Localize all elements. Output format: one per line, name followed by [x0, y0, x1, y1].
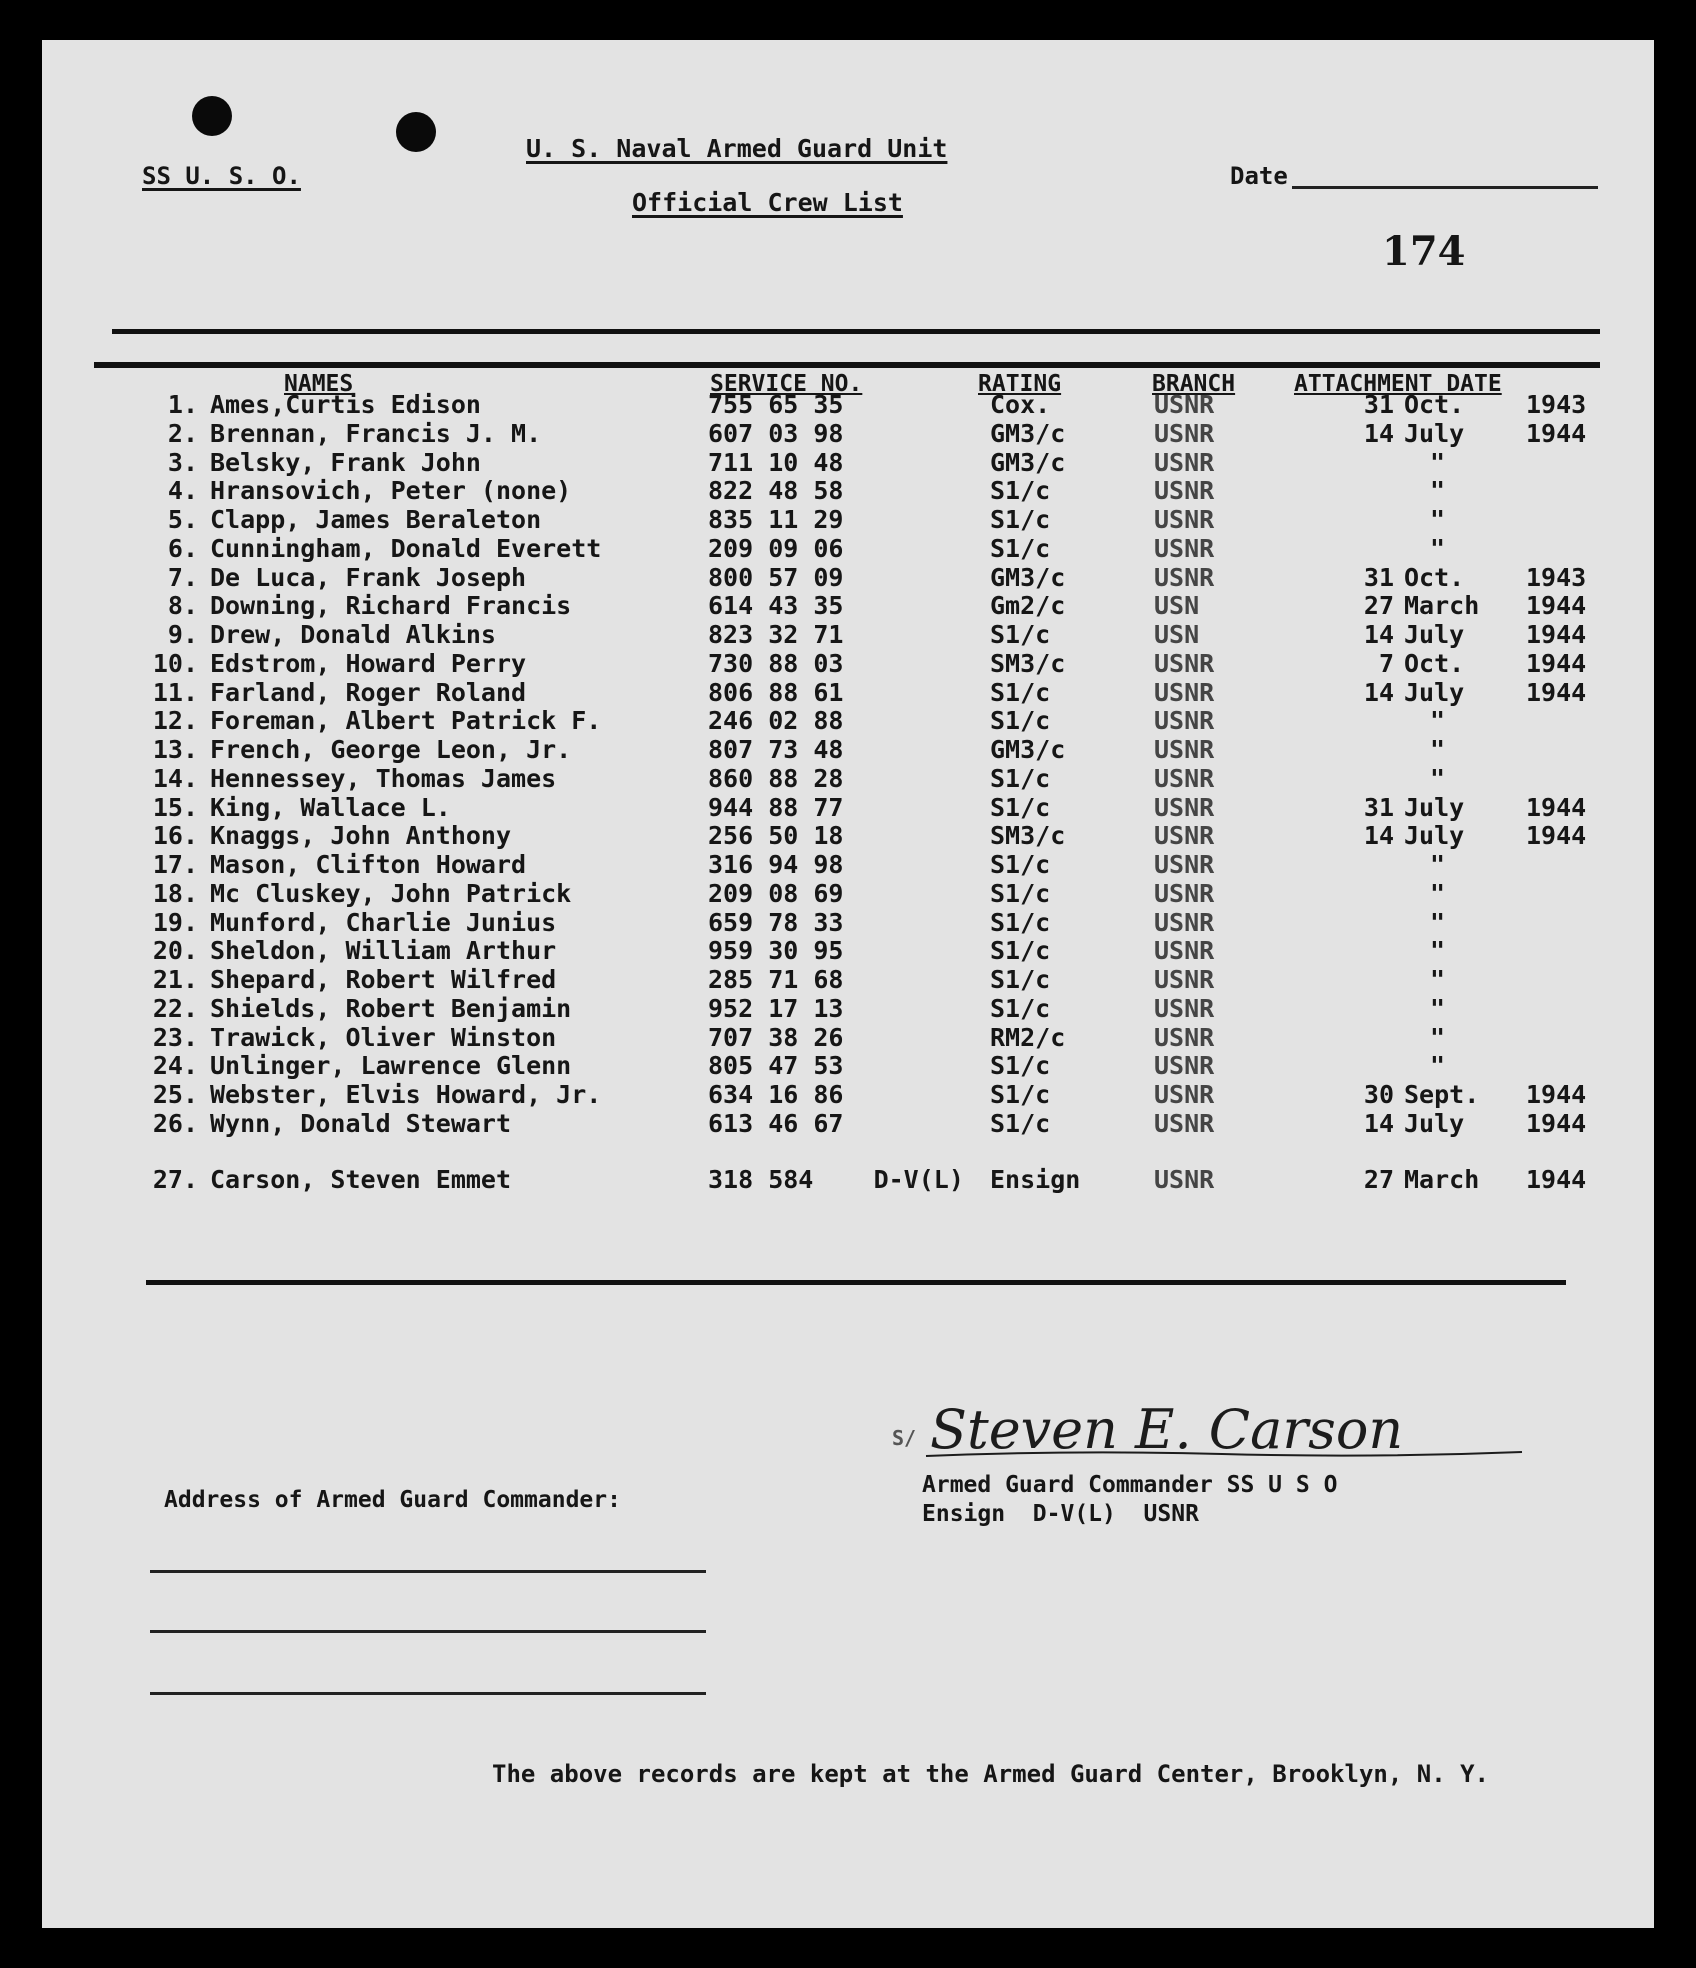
row-number: 10.: [152, 648, 198, 678]
attachment-month: March: [1404, 591, 1480, 621]
attachment-ditto: ": [1430, 850, 1446, 879]
address-line-1: [150, 1570, 706, 1573]
crew-name: Unlinger, Lawrence Glenn: [210, 1051, 572, 1081]
attachment-day: 30: [1363, 1080, 1394, 1109]
attachment-year: 1943: [1526, 562, 1587, 592]
crew-name: Clapp, James Beraleton: [210, 505, 542, 534]
row-number: 6.: [167, 533, 198, 563]
service-number: 614 43 35: [708, 591, 844, 621]
branch: USNR: [1154, 993, 1215, 1023]
attachment-ditto: ": [1430, 878, 1446, 908]
service-number: 755 65 35: [708, 390, 844, 419]
rating: Gm2/c: [990, 591, 1066, 621]
date-label: Date: [1230, 162, 1288, 190]
crew-name: Foreman, Albert Patrick F.: [210, 706, 602, 736]
crew-name: Ames,Curtis Edison: [210, 390, 481, 419]
crew-name: Mason, Clifton Howard: [210, 850, 527, 879]
service-number: 822 48 58: [708, 476, 844, 506]
crew-name: Cunningham, Donald Everett: [210, 533, 602, 563]
attachment-day: 31: [1363, 792, 1394, 822]
crew-name: Shepard, Robert Wilfred: [210, 965, 557, 994]
attachment-ditto: ": [1430, 907, 1446, 937]
crew-name: Drew, Donald Alkins: [210, 620, 496, 649]
branch: USNR: [1154, 1164, 1215, 1194]
table-top-rule: [112, 329, 1600, 334]
rating: GM3/c: [990, 562, 1066, 592]
attachment-month: July: [1404, 418, 1465, 448]
rating: S1/c: [990, 1080, 1051, 1109]
attachment-ditto: ": [1430, 706, 1446, 736]
branch: USNR: [1154, 907, 1215, 937]
row-number: 22.: [152, 993, 198, 1023]
attachment-ditto: ": [1430, 965, 1446, 994]
service-number: 944 88 77: [708, 792, 844, 822]
service-number: 806 88 61: [708, 677, 844, 707]
branch: USNR: [1154, 648, 1215, 678]
row-number: 3.: [167, 447, 198, 477]
crew-name: Hennessey, Thomas James: [210, 763, 557, 793]
service-number: 860 88 28: [708, 763, 844, 793]
attachment-day: 14: [1363, 418, 1394, 448]
row-number: 23.: [152, 1022, 198, 1052]
attachment-month: March: [1404, 1164, 1480, 1194]
row-number: 14.: [152, 763, 198, 793]
row-number: 2.: [167, 418, 198, 448]
attachment-ditto: ": [1430, 735, 1446, 764]
crew-name: Munford, Charlie Junius: [210, 907, 557, 937]
rating: S1/c: [990, 907, 1051, 937]
attachment-day: 27: [1363, 1164, 1394, 1194]
column-header-service-no: SERVICE NO.: [710, 371, 863, 397]
branch: USNR: [1154, 1108, 1215, 1138]
row-number: 5.: [167, 505, 198, 534]
service-number: 285 71 68: [708, 965, 844, 994]
attachment-ditto: ": [1430, 447, 1446, 477]
row-number: 24.: [152, 1051, 198, 1081]
crew-name: Wynn, Donald Stewart: [210, 1108, 512, 1138]
vessel-name: SS U. S. O.: [142, 162, 301, 190]
service-number: 209 09 06: [708, 533, 844, 563]
row-number: 4.: [167, 476, 198, 506]
service-number: 318 584 D-V(L): [708, 1164, 964, 1194]
branch: USNR: [1154, 562, 1215, 592]
service-number: 823 32 71: [708, 620, 844, 649]
punch-hole-left: [192, 96, 232, 136]
row-number: 20.: [152, 936, 198, 966]
attachment-month: July: [1404, 821, 1465, 851]
crew-name: Hransovich, Peter (none): [210, 476, 572, 506]
table-bottom-rule: [146, 1280, 1566, 1285]
attachment-month: Sept.: [1404, 1080, 1480, 1109]
rating: GM3/c: [990, 735, 1066, 764]
attachment-ditto: ": [1430, 505, 1446, 534]
branch: USNR: [1154, 878, 1215, 908]
attachment-day: 14: [1363, 677, 1394, 707]
handwritten-signature: [922, 1392, 1542, 1462]
attachment-year: 1944: [1526, 591, 1587, 621]
attachment-year: 1944: [1526, 1080, 1587, 1109]
attachment-year: 1944: [1526, 792, 1587, 822]
attachment-month: Oct.: [1404, 390, 1465, 419]
crew-name: Shields, Robert Benjamin: [210, 993, 572, 1023]
attachment-month: July: [1404, 677, 1465, 707]
address-label: Address of Armed Guard Commander:: [164, 1487, 621, 1513]
crew-name: Farland, Roger Roland: [210, 677, 527, 707]
attachment-month: July: [1404, 792, 1465, 822]
column-header-rating: RATING: [978, 371, 1062, 397]
attachment-year: 1944: [1526, 677, 1587, 707]
service-number: 256 50 18: [708, 821, 844, 851]
rating: RM2/c: [990, 1022, 1066, 1052]
commander-rank: Ensign D-V(L) USNR: [922, 1501, 1199, 1527]
branch: USNR: [1154, 706, 1215, 736]
service-number: 807 73 48: [708, 735, 844, 764]
address-line-3: [150, 1692, 706, 1695]
rating: S1/c: [990, 993, 1051, 1023]
attachment-month: July: [1404, 1108, 1465, 1138]
service-number: 209 08 69: [708, 878, 844, 908]
attachment-ditto: ": [1430, 763, 1446, 793]
footer-note: The above records are kept at the Armed Guard Center, Brooklyn, N. Y.: [492, 1760, 1489, 1788]
row-number: 18.: [152, 878, 198, 908]
service-number: 634 16 86: [708, 1080, 844, 1109]
service-number: 607 03 98: [708, 418, 844, 448]
crew-name: De Luca, Frank Joseph: [210, 562, 527, 592]
attachment-year: 1944: [1526, 418, 1587, 448]
rating: S1/c: [990, 476, 1051, 506]
branch: USN: [1154, 620, 1200, 649]
punch-hole-right: [396, 112, 436, 152]
crew-name: Downing, Richard Francis: [210, 591, 572, 621]
branch: USNR: [1154, 850, 1215, 879]
crew-name: Knaggs, John Anthony: [210, 821, 512, 851]
rating: S1/c: [990, 878, 1051, 908]
crew-name: Belsky, Frank John: [210, 447, 481, 477]
service-number: 659 78 33: [708, 907, 844, 937]
rating: S1/c: [990, 505, 1051, 534]
rating: SM3/c: [990, 821, 1066, 851]
row-number: 15.: [152, 792, 198, 822]
attachment-month: July: [1404, 620, 1465, 649]
branch: USNR: [1154, 1080, 1215, 1109]
attachment-year: 1944: [1526, 648, 1587, 678]
rating: S1/c: [990, 965, 1051, 994]
rating: S1/c: [990, 706, 1051, 736]
branch: USNR: [1154, 505, 1215, 534]
crew-name: Trawick, Oliver Winston: [210, 1022, 557, 1052]
rating: S1/c: [990, 936, 1051, 966]
branch: USNR: [1154, 735, 1215, 764]
service-number: 613 46 67: [708, 1108, 844, 1138]
attachment-day: 31: [1363, 562, 1394, 592]
attachment-ditto: ": [1430, 993, 1446, 1023]
row-number: 9.: [167, 620, 198, 649]
attachment-year: 1944: [1526, 821, 1587, 851]
signed-prefix: S/: [892, 1426, 917, 1450]
branch: USNR: [1154, 965, 1215, 994]
service-number: 730 88 03: [708, 648, 844, 678]
service-number: 805 47 53: [708, 1051, 844, 1081]
service-number: 835 11 29: [708, 505, 844, 534]
rating: S1/c: [990, 763, 1051, 793]
attachment-ditto: ": [1430, 1051, 1446, 1081]
rating: GM3/c: [990, 418, 1066, 448]
table-header-rule: [94, 362, 1600, 368]
rating: Ensign: [990, 1164, 1081, 1194]
branch: USNR: [1154, 1051, 1215, 1081]
row-number: 25.: [152, 1080, 198, 1109]
crew-name: French, George Leon, Jr.: [210, 735, 572, 764]
service-number: 800 57 09: [708, 562, 844, 592]
column-header-branch: BRANCH: [1152, 371, 1236, 397]
crew-name: Webster, Elvis Howard, Jr.: [210, 1080, 602, 1109]
branch: USNR: [1154, 476, 1215, 506]
branch: USN: [1154, 591, 1200, 621]
service-number: 711 10 48: [708, 447, 844, 477]
attachment-ditto: ": [1430, 936, 1446, 966]
address-line-2: [150, 1630, 706, 1633]
commander-title: Armed Guard Commander SS U S O: [922, 1472, 1338, 1498]
row-number: 1.: [167, 390, 198, 419]
branch: USNR: [1154, 763, 1215, 793]
unit-title: U. S. Naval Armed Guard Unit: [526, 134, 948, 163]
attachment-day: 7: [1378, 648, 1394, 678]
branch: USNR: [1154, 447, 1215, 477]
crew-name: Carson, Steven Emmet: [210, 1164, 512, 1194]
attachment-year: 1943: [1526, 390, 1587, 419]
row-number: 19.: [152, 907, 198, 937]
crew-name: Edstrom, Howard Perry: [210, 648, 527, 678]
attachment-year: 1944: [1526, 1108, 1587, 1138]
attachment-month: Oct.: [1404, 648, 1465, 678]
rating: S1/c: [990, 792, 1051, 822]
crew-name: King, Wallace L.: [210, 792, 451, 822]
row-number: 17.: [152, 850, 198, 879]
service-number: 959 30 95: [708, 936, 844, 966]
rating: S1/c: [990, 677, 1051, 707]
document-page: [42, 40, 1654, 1928]
row-number: 26.: [152, 1108, 198, 1138]
branch: USNR: [1154, 533, 1215, 563]
row-number: 12.: [152, 706, 198, 736]
row-number: 16.: [152, 821, 198, 851]
rating: S1/c: [990, 620, 1051, 649]
branch: USNR: [1154, 792, 1215, 822]
service-number: 707 38 26: [708, 1022, 844, 1052]
branch: USNR: [1154, 821, 1215, 851]
service-number: 952 17 13: [708, 993, 844, 1023]
crew-name: Brennan, Francis J. M.: [210, 418, 542, 448]
service-number: 316 94 98: [708, 850, 844, 879]
row-number: 7.: [167, 562, 198, 592]
row-number: 13.: [152, 735, 198, 764]
rating: S1/c: [990, 850, 1051, 879]
attachment-year: 1944: [1526, 620, 1587, 649]
list-title: Official Crew List: [632, 188, 903, 217]
attachment-ditto: ": [1430, 476, 1446, 506]
svg-text:Steven E. Carson: Steven E. Carson: [930, 1398, 1404, 1461]
crew-name: Sheldon, William Arthur: [210, 936, 557, 966]
branch: USNR: [1154, 418, 1215, 448]
rating: GM3/c: [990, 447, 1066, 477]
rating: S1/c: [990, 1108, 1051, 1138]
rating: SM3/c: [990, 648, 1066, 678]
attachment-day: 27: [1363, 591, 1394, 621]
service-number: 246 02 88: [708, 706, 844, 736]
attachment-day: 14: [1363, 821, 1394, 851]
column-header-names: NAMES: [284, 371, 354, 397]
branch: USNR: [1154, 390, 1215, 419]
rating: S1/c: [990, 1051, 1051, 1081]
attachment-day: 14: [1363, 1108, 1394, 1138]
attachment-day: 31: [1363, 390, 1394, 419]
attachment-ditto: ": [1430, 533, 1446, 563]
column-header-attachment-date: ATTACHMENT DATE: [1294, 371, 1502, 397]
branch: USNR: [1154, 1022, 1215, 1052]
row-number: 27.: [152, 1164, 198, 1194]
crew-name: Mc Cluskey, John Patrick: [210, 878, 572, 908]
row-number: 8.: [167, 591, 198, 621]
branch: USNR: [1154, 936, 1215, 966]
row-number: 11.: [152, 677, 198, 707]
attachment-year: 1944: [1526, 1164, 1587, 1194]
attachment-ditto: ": [1430, 1022, 1446, 1052]
branch: USNR: [1154, 677, 1215, 707]
page-number: 174: [1382, 228, 1466, 275]
row-number: 21.: [152, 965, 198, 994]
attachment-day: 14: [1363, 620, 1394, 649]
attachment-month: Oct.: [1404, 562, 1465, 592]
rating: S1/c: [990, 533, 1051, 563]
date-blank-line: [1292, 186, 1598, 189]
rating: Cox.: [990, 390, 1051, 419]
